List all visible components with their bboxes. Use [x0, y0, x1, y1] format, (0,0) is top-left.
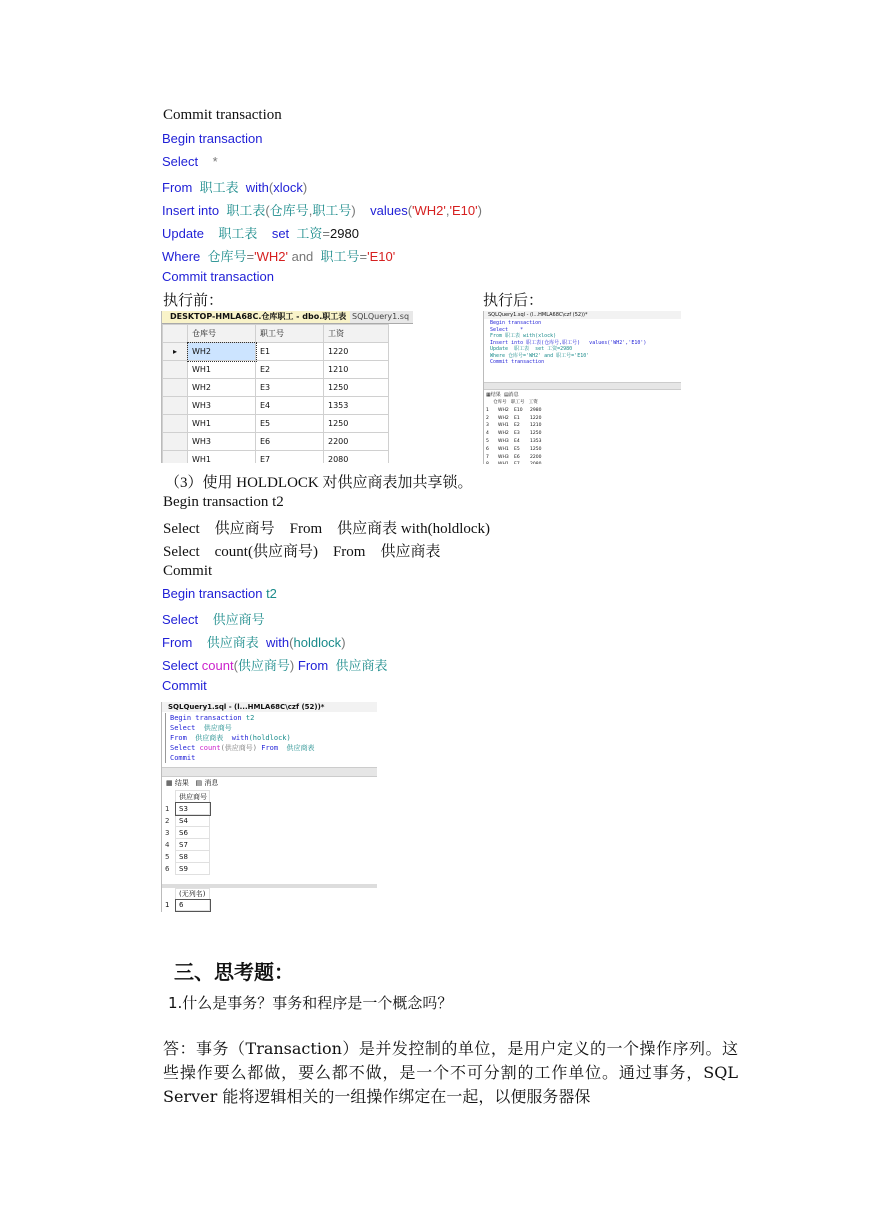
grid-cell[interactable]: 2080 [324, 451, 389, 464]
column-header[interactable]: 工资 [324, 325, 389, 343]
grid-cell[interactable]: 1250 [530, 431, 542, 437]
code-token: t2 [241, 714, 255, 722]
code-line: Begin transaction [490, 320, 542, 326]
table-row[interactable] [163, 343, 389, 361]
grid-cell[interactable]: S6 [176, 827, 210, 839]
code-token: From [162, 180, 193, 195]
code-line [162, 223, 359, 242]
grid-cell[interactable]: WH1 [498, 423, 509, 429]
grid-cell[interactable]: E10 [514, 407, 523, 413]
code-token: Commit transaction [162, 269, 274, 284]
code-line: Commit transaction [490, 359, 545, 365]
grid-cell[interactable] [530, 461, 542, 464]
grid-cell[interactable]: 1220 [324, 343, 389, 361]
query-tab-title: SQLQuery1.sql - (l...HMLA68C\czf (52))* [162, 702, 377, 712]
code-token: Where [162, 249, 201, 264]
code-token: count [199, 744, 221, 752]
code-token: ) [302, 180, 308, 195]
code-line [162, 609, 265, 628]
tab-results[interactable]: 结果 [174, 779, 189, 787]
table-row[interactable] [163, 451, 389, 464]
grid-cell[interactable]: E4 [514, 438, 520, 444]
code-line: From 职工表 with(xlock) [490, 333, 557, 339]
grid-cell[interactable]: 1250 [530, 446, 542, 452]
code-token: Insert into [162, 203, 220, 218]
column-header[interactable]: (无列名) [176, 889, 210, 900]
code-line [170, 723, 315, 733]
tab-messages[interactable]: 消息 [508, 392, 519, 398]
table-row[interactable] [486, 454, 546, 462]
grid-cell[interactable]: E3 [256, 379, 324, 397]
table-row[interactable] [163, 415, 389, 433]
query-editor-code[interactable] [490, 320, 646, 366]
grid-cell[interactable]: 6 [176, 900, 210, 911]
grid-cell[interactable]: 1210 [530, 423, 542, 429]
code-token: Select [162, 154, 199, 169]
code-token: with [231, 734, 249, 742]
code-token: (holdlock) [248, 734, 291, 742]
grid-cell[interactable]: WH1 [188, 415, 256, 433]
result-tabs [166, 778, 218, 788]
row-number: 5 [165, 852, 170, 861]
serif-code-line: Select count(供应商号) From 供应商表 [163, 544, 441, 560]
code-token: Select [162, 658, 202, 673]
code-token: values [355, 203, 408, 218]
code-token: 'WH2' [412, 203, 446, 218]
row-selector[interactable]: ▸ [163, 343, 188, 361]
code-token: 供应商表 [186, 734, 232, 742]
grid-cell[interactable]: E5 [256, 415, 324, 433]
document-tab-bar [162, 311, 413, 324]
grid-cell[interactable]: 1250 [324, 415, 389, 433]
horizontal-scrollbar[interactable] [162, 767, 377, 777]
grid-cell[interactable]: E2 [514, 423, 520, 429]
grid-cell[interactable]: 5 [486, 438, 489, 444]
code-token: t2 [262, 586, 277, 601]
code-token: From [170, 734, 187, 742]
table-row[interactable] [486, 422, 546, 430]
message-icon: ▤ [503, 392, 509, 398]
code-token: xlock [273, 180, 303, 195]
code-token: 供应商表 [278, 744, 315, 752]
code-token: = [322, 226, 330, 241]
query-editor-code[interactable] [170, 713, 315, 763]
code-token: 供应商号 [237, 658, 290, 673]
grid-cell[interactable]: 1353 [530, 438, 542, 444]
row-selector[interactable] [163, 397, 188, 415]
tab-messages[interactable]: 消息 [204, 779, 219, 787]
table-row[interactable] [486, 438, 546, 446]
table-row[interactable] [162, 803, 210, 815]
code-line: Update 职工表 set 工资=2980 [490, 346, 573, 352]
grid-cell[interactable]: 1210 [324, 361, 389, 379]
grid-cell[interactable]: E5 [514, 446, 520, 452]
grid-cell[interactable]: WH3 [498, 454, 509, 460]
code-line [170, 743, 315, 753]
code-token: 职工号 [316, 249, 360, 264]
code-line: Where 仓库号='WH2' and 职工号='E10' [490, 352, 590, 359]
table-row[interactable] [162, 815, 210, 827]
table-row[interactable] [486, 430, 546, 438]
code-token: = [246, 249, 255, 264]
row-number [162, 889, 176, 900]
section-heading: 三、思考题： [174, 960, 294, 984]
table-row[interactable] [486, 446, 546, 454]
code-token: 职工表 [203, 226, 272, 241]
code-token: 供应商表 [328, 658, 388, 673]
table-row[interactable] [163, 433, 389, 451]
serif-code-line: Commit [163, 563, 213, 579]
answer-paragraph: 答：事务（Transaction）是并发控制的单位，是用户定义的一个操作序列。这些操作要么都做，要么都不做，是一个不可分割的工作单位。通过事务，SQL Server 能将逻辑相关的一组操作绑定在一起，以便服务器保 [163, 1039, 738, 1106]
row-number: 1 [165, 804, 170, 813]
grid-cell[interactable]: S8 [176, 851, 210, 863]
code-token: Begin transaction [170, 714, 242, 722]
code-line [162, 655, 387, 674]
grid-cell[interactable]: E3 [514, 431, 520, 437]
question-text: 1.什么是事务？事务和程序是一个概念吗？ [168, 994, 453, 1012]
row-header-corner [163, 325, 188, 343]
table-row[interactable] [162, 827, 210, 839]
grid-cell[interactable]: E2 [256, 361, 324, 379]
grid-cell[interactable]: 2 [486, 415, 489, 421]
code-line [162, 131, 262, 146]
code-token: ) [341, 635, 346, 650]
table-row[interactable] [486, 407, 546, 415]
grid-cell[interactable]: S9 [176, 863, 210, 875]
grid-cell[interactable] [486, 461, 496, 464]
row-number: 1 [165, 901, 170, 909]
code-token: ) [477, 203, 482, 218]
code-token: From [261, 744, 279, 752]
code-token: 工资 [289, 226, 323, 241]
holdlock-intro: （3）使用 HOLDLOCK 对供应商表加共享锁。 [165, 475, 473, 491]
grid-cell[interactable]: S3 [176, 803, 210, 815]
row-selector[interactable] [163, 433, 188, 451]
supplier-result-grid [162, 790, 210, 875]
code-token: (供应商号) [220, 744, 262, 752]
grid-cell[interactable]: S4 [176, 815, 210, 827]
code-line [162, 632, 346, 651]
code-token: 'E10' [367, 249, 396, 264]
grid-cell[interactable]: WH1 [188, 361, 256, 379]
grid-cell[interactable]: WH2 [188, 343, 256, 361]
grid-cell[interactable]: WH2 [498, 415, 509, 421]
code-token: with [245, 180, 269, 195]
table-row[interactable] [162, 900, 210, 911]
code-token: = [359, 249, 368, 264]
grid-cell[interactable]: WH3 [188, 433, 256, 451]
code-token: ( [233, 658, 238, 673]
grid-cell[interactable] [514, 461, 526, 464]
grid-cell[interactable]: 2980 [530, 407, 542, 413]
grid-cell[interactable]: 2200 [324, 433, 389, 451]
grid-header-row [486, 399, 546, 407]
grid-cell[interactable]: 7 [486, 454, 489, 460]
result-tabs [486, 391, 519, 398]
grid-header-row [163, 325, 389, 343]
code-token: Select [170, 744, 200, 752]
code-line [162, 154, 218, 169]
query-tab-title: SQLQuery1.sql - (l...HMLA68C\czf (52))* [484, 311, 681, 319]
query-result-screenshot [483, 311, 681, 464]
code-token: holdlock [293, 635, 342, 650]
tab-results[interactable]: 结果 [490, 392, 501, 398]
grid-cell[interactable]: 1353 [324, 397, 389, 415]
code-token: set [271, 226, 290, 241]
code-line [162, 678, 207, 693]
code-token: 职工表 [192, 180, 246, 195]
code-token: 供应商号 [198, 612, 265, 627]
table-row[interactable] [162, 863, 210, 875]
code-token: ) [289, 658, 298, 673]
grid-cell[interactable]: WH2 [188, 379, 256, 397]
grid-cell[interactable]: WH1 [188, 451, 256, 464]
code-token: ( [289, 635, 294, 650]
table-row[interactable] [162, 851, 210, 863]
row-number: 2 [165, 816, 170, 825]
code-line [162, 246, 395, 265]
tab-table-edit[interactable]: DESKTOP-HMLA68C.仓库职工 - dbo.职工表 [162, 311, 350, 323]
results-grid [162, 324, 389, 463]
code-line [170, 713, 315, 723]
grid-icon: ▦ [486, 392, 491, 398]
table-row[interactable] [162, 839, 210, 851]
grid-cell[interactable]: E4 [256, 397, 324, 415]
row-selector[interactable] [163, 415, 188, 433]
grid-cell[interactable]: WH3 [188, 397, 256, 415]
grid-cell[interactable]: 3 [486, 423, 489, 429]
grid-cell[interactable]: E7 [256, 451, 324, 464]
code-line [170, 733, 315, 743]
code-token: Select [162, 612, 199, 627]
code-line: Insert into 职工表(仓库号,职工号) values('WH2','E10') [490, 339, 647, 346]
row-number: 4 [165, 840, 170, 849]
row-selector[interactable] [163, 451, 188, 464]
table-row[interactable] [486, 415, 546, 423]
commit-transaction-text: Commit transaction [163, 107, 282, 123]
grid-cell[interactable]: 4 [486, 431, 489, 437]
code-token: Commit [170, 754, 196, 762]
grid-cell[interactable]: 1 [486, 407, 489, 413]
grid-cell[interactable]: WH2 [498, 407, 509, 413]
code-token: ) [351, 203, 356, 218]
table-row[interactable] [163, 397, 389, 415]
after-label: 执行后： [483, 293, 544, 309]
code-token: ( [265, 203, 270, 218]
message-icon: ▤ [195, 779, 205, 787]
code-token: ( [268, 180, 274, 195]
code-line [170, 753, 315, 763]
code-token: Commit [162, 678, 207, 693]
code-token: ( [407, 203, 413, 218]
code-token: Begin transaction [162, 586, 263, 601]
row-selector[interactable] [163, 379, 188, 397]
grid-cell[interactable]: E6 [256, 433, 324, 451]
grid-cell[interactable]: E1 [514, 415, 520, 421]
code-line [162, 269, 274, 284]
grid-cell[interactable]: 2200 [530, 454, 542, 460]
column-header[interactable]: 仓库号 [486, 400, 507, 405]
grid-cell[interactable]: WH1 [498, 446, 509, 452]
code-token: Begin transaction [162, 131, 263, 146]
grid-cell[interactable]: 1250 [324, 379, 389, 397]
row-number: 3 [165, 828, 170, 837]
code-token: 供应商号 [195, 724, 232, 732]
code-token: , [445, 203, 450, 218]
grid-cell[interactable]: S7 [176, 839, 210, 851]
serif-code-line: Select 供应商号 From 供应商表 with(holdlock) [163, 521, 491, 537]
grid-cell[interactable]: 6 [486, 446, 489, 452]
code-token: 仓库号 [269, 203, 309, 218]
code-token: Update [162, 226, 204, 241]
code-token: Select [170, 724, 196, 732]
holdlock-query-screenshot [161, 702, 377, 912]
table-row[interactable] [163, 361, 389, 379]
row-selector[interactable] [163, 361, 188, 379]
grid-cell[interactable]: 1220 [530, 415, 542, 421]
code-token: 职工表 [219, 203, 266, 218]
code-line: Select * [490, 326, 524, 333]
grid-header-row [162, 791, 210, 803]
grid-cell[interactable]: WH3 [498, 438, 509, 444]
row-number [162, 791, 176, 803]
row-number: 6 [165, 864, 170, 873]
tab-sqlquery[interactable]: SQLQuery1.sq [352, 312, 410, 321]
grid-icon: ▦ [166, 779, 175, 787]
code-token: 'E10' [449, 203, 478, 218]
table-edit-screenshot [161, 311, 413, 463]
grid-cell[interactable] [498, 461, 510, 464]
code-token: 'WH2' [254, 249, 288, 264]
code-line [162, 177, 307, 196]
count-result-grid [162, 888, 210, 911]
column-header[interactable]: 供应商号 [176, 791, 210, 803]
table-row[interactable] [486, 461, 546, 464]
grid-cell[interactable]: E1 [256, 343, 324, 361]
code-token: From [162, 635, 193, 650]
grid-header-row [162, 889, 210, 900]
before-label: 执行前： [163, 293, 224, 309]
horizontal-scrollbar[interactable] [484, 382, 681, 390]
code-token: and [287, 249, 317, 264]
code-token: 职工号 [312, 203, 352, 218]
grid-cell[interactable]: WH2 [498, 431, 509, 437]
column-header[interactable]: 仓库号 [188, 325, 256, 343]
table-row[interactable] [163, 379, 389, 397]
result-grid-small [486, 399, 546, 464]
grid-cell[interactable]: E6 [514, 454, 520, 460]
code-token: 供应商表 [192, 635, 267, 650]
column-header[interactable]: 职工号 [256, 325, 324, 343]
code-line [162, 586, 277, 601]
code-token: , [308, 203, 313, 218]
code-token: 仓库号 [200, 249, 247, 264]
code-line [162, 200, 482, 219]
code-token: * [198, 154, 218, 169]
code-token: From [297, 658, 329, 673]
column-header[interactable]: 职工号 [506, 400, 525, 405]
code-token: with [266, 635, 290, 650]
serif-code-line: Begin transaction t2 [163, 494, 284, 510]
column-header[interactable]: 工资 [524, 400, 538, 405]
code-token: count [201, 658, 234, 673]
code-token: 2980 [330, 226, 359, 241]
